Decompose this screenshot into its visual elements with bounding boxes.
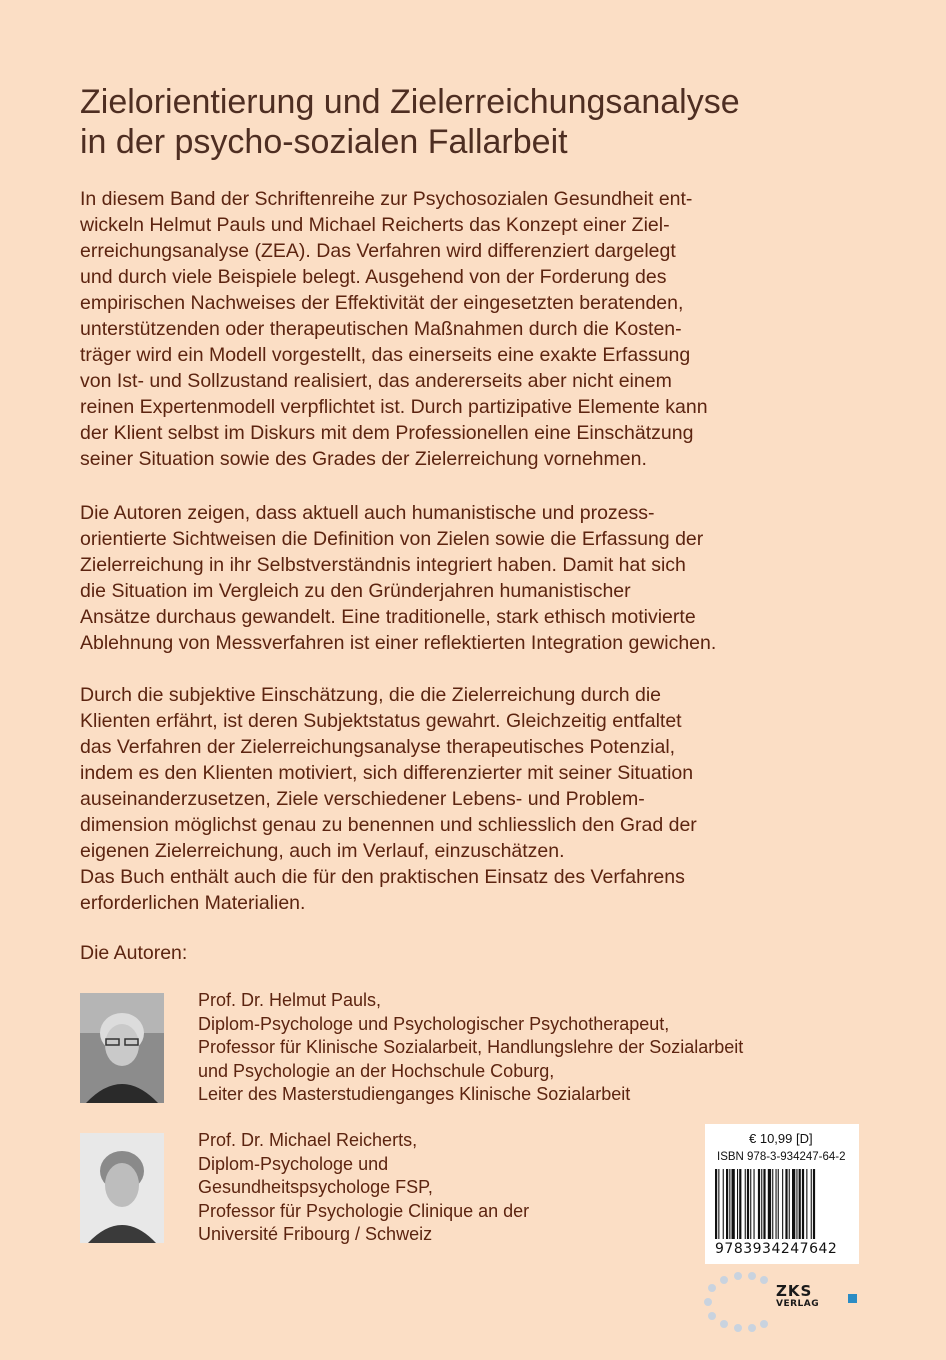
bio-line: Prof. Dr. Michael Reicherts, [198,1130,418,1150]
text-line: unterstützenden oder therapeutischen Maßnahmen durch die Kosten- [80,318,682,340]
text-line: das Verfahren der Zielerreichungsanalyse therapeutisches Potenzial, [80,736,676,758]
text-line: Durch die subjektive Einschätzung, die die Zielerreichung durch die [80,684,661,706]
text-line: orientierte Sichtweisen die Definition von Zielen sowie die Erfassung der [80,528,704,550]
bio-line: Gesundheitspsychologe FSP, [198,1177,433,1197]
barcode-bar [778,1169,779,1239]
barcode-bar [806,1169,807,1239]
barcode-bar [789,1169,790,1239]
barcode-bar [761,1169,762,1239]
barcode-bars [713,1169,853,1239]
barcode-bar [813,1169,815,1239]
barcode-bar [723,1169,724,1239]
author-photo-reicherts [80,1133,164,1243]
bio-line: Diplom-Psychologe und [198,1153,389,1174]
text-line: In diesem Band der Schriftenreihe zur Psychosozialen Gesundheit ent- [80,188,693,210]
text-line: reinen Expertenmodell verpflichtet ist. Durch partizipative Elemente kann [80,396,708,418]
barcode-bar [726,1169,728,1239]
text-line: erreichungsanalyse (ZEA). Das Verfahren wird differenziert dargelegt [80,240,676,262]
barcode-bar [768,1169,771,1239]
title-line-1: Zielorientierung und Zielerreichungsanalyse [80,83,740,121]
barcode-bar [747,1169,749,1239]
text-line: dimension möglichst genau zu benennen und schliesslich den Grad der [80,814,697,836]
publisher-logo [700,1266,870,1346]
text-line: auseinanderzusetzen, Ziele verschiedener Lebens- und Problem- [80,788,645,810]
barcode-bar [737,1169,738,1239]
barcode-bar [772,1169,773,1239]
ean-number: 9783934247642 [715,1241,838,1257]
isbn: ISBN 978-3-934247-64-2 [717,1151,846,1163]
description-paragraph-2 [80,500,716,656]
author-bio-pauls [198,989,743,1107]
description-paragraph-3 [80,682,697,916]
bio-line: Diplom-Psychologe und Psychologischer Psychotherapeut, [198,1013,670,1034]
text-line: Das Buch enthält auch die für den praktischen Einsatz des Verfahrens [80,866,685,888]
text-line: und durch viele Beispiele belegt. Ausgehend von der Forderung des [80,266,667,288]
barcode-bar [715,1169,717,1239]
bio-line: Université Fribourg / Schweiz [198,1224,433,1244]
barcode-bar [785,1169,787,1239]
text-line: die Situation im Vergleich zu den Gründerjahren humanistischer [80,580,631,602]
title-line-2: in der psycho-sozialen Fallarbeit [80,123,568,161]
authors-heading: Die Autoren: [80,942,188,964]
barcode-bar [739,1169,741,1239]
barcode-bar [802,1169,804,1239]
publisher-label: VERLAG [776,1299,820,1309]
book-title [80,82,880,162]
author-bio-reicherts [198,1129,529,1247]
text-line: von Ist- und Sollzustand realisiert, das andererseits aber nicht einem [80,370,672,392]
text-line: Ansätze durchaus gewandelt. Eine traditionelle, stark ethisch motivierte [80,606,696,628]
barcode-bar [811,1169,812,1239]
text-line: wickeln Helmut Pauls und Michael Reicherts das Konzept einer Ziel- [80,214,670,236]
bio-line: und Psychologie an der Hochschule Coburg, [198,1060,555,1081]
barcode-bar [754,1169,755,1239]
text-line: Ablehnung von Messverfahren ist einer reflektierten Integration gewichen. [80,632,717,654]
bio-line: Prof. Dr. Helmut Pauls, [198,990,382,1010]
barcode-bar [799,1169,801,1239]
description-paragraph-1 [80,186,708,472]
barcode-bar [745,1169,746,1239]
barcode-bar [796,1169,797,1239]
bio-line: Professor für Klinische Sozialarbeit, Handlungslehre der Sozialarbeit [198,1037,744,1057]
barcode-bar [750,1169,751,1239]
barcode-bar [729,1169,730,1239]
barcode-label [705,1124,859,1264]
bio-line: Leiter des Masterstudienganges Klinische Sozialarbeit [198,1084,631,1104]
barcode-bar [782,1169,783,1239]
barcode-bar [776,1169,777,1239]
text-line: eigenen Zielerreichung, auch im Verlauf, einzuschätzen. [80,840,565,862]
text-line: Zielerreichung in ihr Selbstverständnis integriert haben. Damit hat sich [80,554,686,576]
barcode-bar [732,1169,735,1239]
logo-square-icon [848,1294,857,1303]
text-line: indem es den Klienten motiviert, sich differenzierter mit seiner Situation [80,762,694,784]
bio-line: Professor für Psychologie Clinique an der [198,1200,530,1221]
text-line: empirischen Nachweises der Effektivität der eingesetzten beratenden, [80,292,684,314]
author-photo-pauls [80,993,164,1103]
text-line: der Klient selbst im Diskurs mit dem Professionellen eine Einschätzung [80,422,694,444]
text-line: Die Autoren zeigen, dass aktuell auch humanistische und prozess- [80,502,655,524]
text-line: träger wird ein Modell vorgestellt, das einerseits eine exakte Erfassung [80,344,691,366]
barcode-bar [718,1169,719,1239]
text-line: erforderlichen Materialien. [80,892,306,914]
barcode-bar [763,1169,765,1239]
logo-dots-icon [700,1266,780,1346]
price: € 10,99 [D] [749,1131,813,1146]
text-line: seiner Situation sowie des Grades der Zielerreichung vornehmen. [80,448,647,470]
barcode-bar [792,1169,795,1239]
barcode-bar [758,1169,760,1239]
publisher-name: ZKS [776,1282,813,1300]
text-line: Klienten erfährt, ist deren Subjektstatus gewahrt. Gleichzeitig entfaltet [80,710,682,732]
